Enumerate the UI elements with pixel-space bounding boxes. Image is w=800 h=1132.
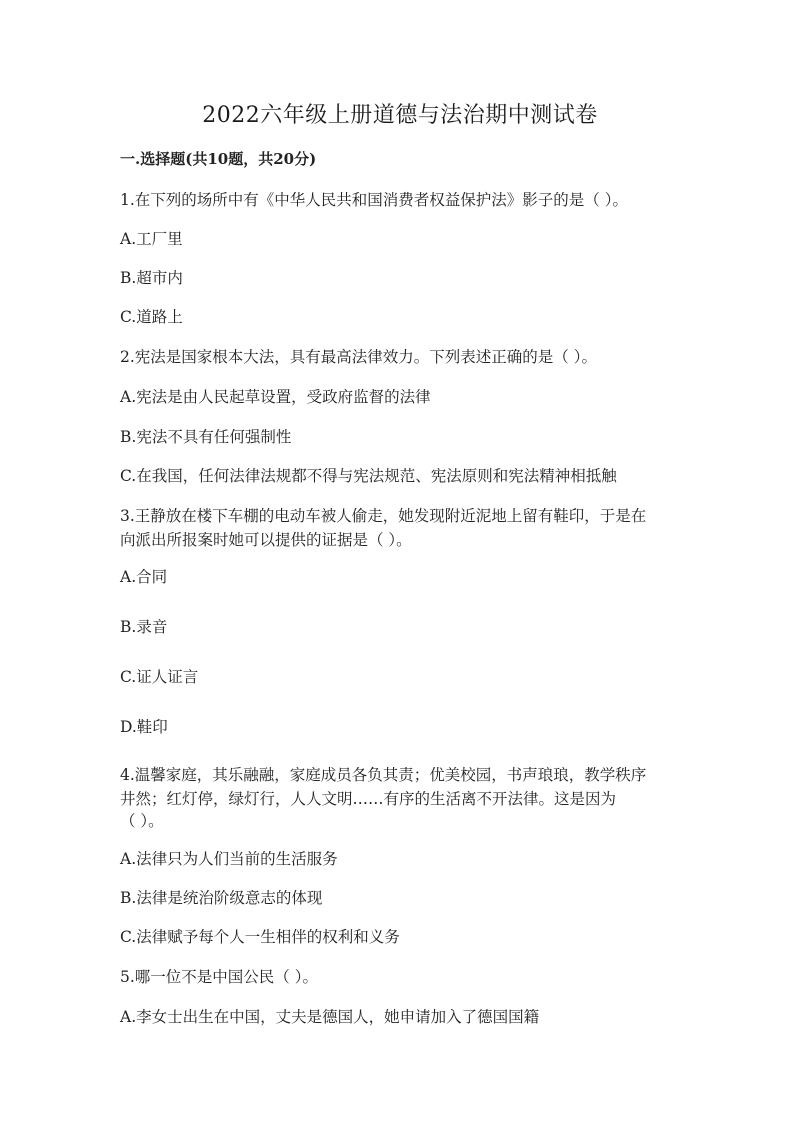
question-2-option-a: A.宪法是由人民起草设置，受政府监督的法律 [120, 388, 431, 406]
question-2-option-c: C.在我国，任何法律法规都不得与宪法规范、宪法原则和宪法精神相抵触 [120, 467, 617, 485]
question-4-option-b: B.法律是统治阶级意志的体现 [120, 889, 323, 907]
section-heading: 一.选择题(共10题，共20分) [120, 150, 317, 168]
question-4-option-a: A.法律只为人们当前的生活服务 [120, 850, 338, 868]
question-3-stem-line-2: 向派出所报案时她可以提供的证据是（ ）。 [120, 531, 412, 549]
question-3-option-a: A.合同 [120, 568, 168, 586]
page-title: 2022六年级上册道德与法治期中测试卷 [202, 103, 598, 128]
question-5-option-a: A.李女士出生在中国，丈夫是德国人，她申请加入了德国国籍 [120, 1008, 540, 1026]
question-1-option-a: A.工厂里 [120, 230, 183, 248]
question-1-stem: 1.在下列的场所中有《中华人民共和国消费者权益保护法》影子的是（ ）。 [120, 191, 628, 209]
question-4-stem-line-1: 4.温馨家庭，其乐融融，家庭成员各负其责；优美校园，书声琅琅，教学秩序 [120, 766, 647, 784]
question-1-option-b: B.超市内 [120, 269, 183, 287]
question-2-stem: 2.宪法是国家根本大法，具有最高法律效力。下列表述正确的是（ ）。 [120, 348, 597, 366]
question-5-stem: 5.哪一位不是中国公民（ ）。 [120, 968, 318, 986]
question-3-option-d: D.鞋印 [120, 718, 168, 736]
question-4-stem-line-3: （ ）。 [120, 812, 164, 830]
question-3-option-c: C.证人证言 [120, 668, 199, 686]
question-3-option-b: B.录音 [120, 618, 168, 636]
question-4-stem-line-2: 井然；红灯停，绿灯行，人人文明……有序的生活离不开法律。这是因为 [120, 790, 617, 808]
question-4-option-c: C.法律赋予每个人一生相伴的权利和义务 [120, 928, 400, 946]
question-3-stem-line-1: 3.王静放在楼下车棚的电动车被人偷走，她发现附近泥地上留有鞋印，于是在 [120, 507, 647, 525]
question-1-option-c: C.道路上 [120, 308, 183, 326]
question-2-option-b: B.宪法不具有任何强制性 [120, 428, 292, 446]
